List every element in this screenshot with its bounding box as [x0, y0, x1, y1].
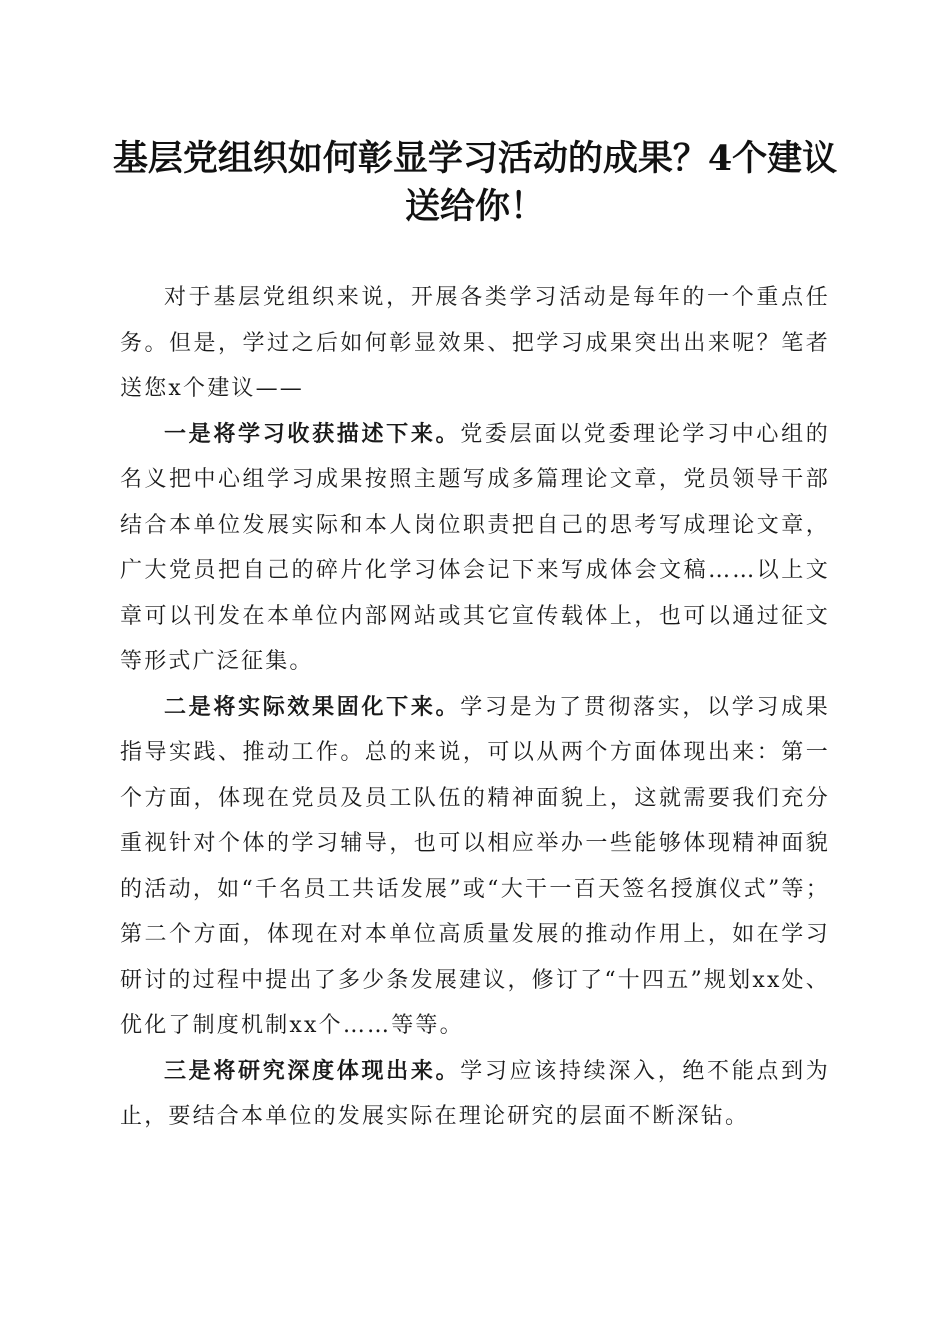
paragraph-3-lead: 三是将研究深度体现出来。 — [164, 1057, 461, 1084]
paragraph-2-lead: 二是将实际效果固化下来。 — [164, 693, 461, 720]
paragraph-1-lead: 一是将学习收获描述下来。 — [164, 420, 461, 447]
paragraph-1-text: 党委层面以党委理论学习中心组的名义把中心组学习成果按照主题写成多篇理论文章，党员领导干部结合本单位发展实际和本人岗位职责把自己的思考写成理论文章，广大党员把自己的碎片化学习体会记下来写成体会文稿……以上文章可以刊发在本单位内部网站或其它宣传载体上，也可以通过征文等形式广泛征集。 — [120, 421, 830, 674]
paragraph-3-text: 学习应该持续深入，绝不能点到为止，要结合本单位的发展实际在理论研究的层面不断深钻。 — [120, 1058, 830, 1129]
document-title: 基层党组织如何彰显学习活动的成果？4个建议送给你！ — [112, 138, 838, 227]
paragraph-2-text: 学习是为了贯彻落实，以学习成果指导实践、推动工作。总的来说，可以从两个方面体现出来：第一个方面，体现在党员及员工队伍的精神面貌上，这就需要我们充分重视针对个体的学习辅导，也可以相应举办一些能够体现精神面貌的活动，如“千名员工共话发展”或“大干一百天签名授旗仪式”等；第二个方面，体现在对本单位高质量发展的推动作用上，如在学习研讨的过程中提出了多少条发展建议，修订了“十四五”规划xx处、优化了制度机制xx个……等等。 — [120, 694, 830, 1038]
document-body — [120, 275, 830, 1140]
intro-paragraph: 对于基层党组织来说，开展各类学习活动是每年的一个重点任务。但是，学过之后如何彰显效果、把学习成果突出出来呢？笔者送您x个建议—— — [120, 285, 830, 401]
paragraph-2 — [120, 685, 830, 1049]
paragraph-3 — [120, 1049, 830, 1140]
paragraph-1 — [120, 412, 830, 685]
